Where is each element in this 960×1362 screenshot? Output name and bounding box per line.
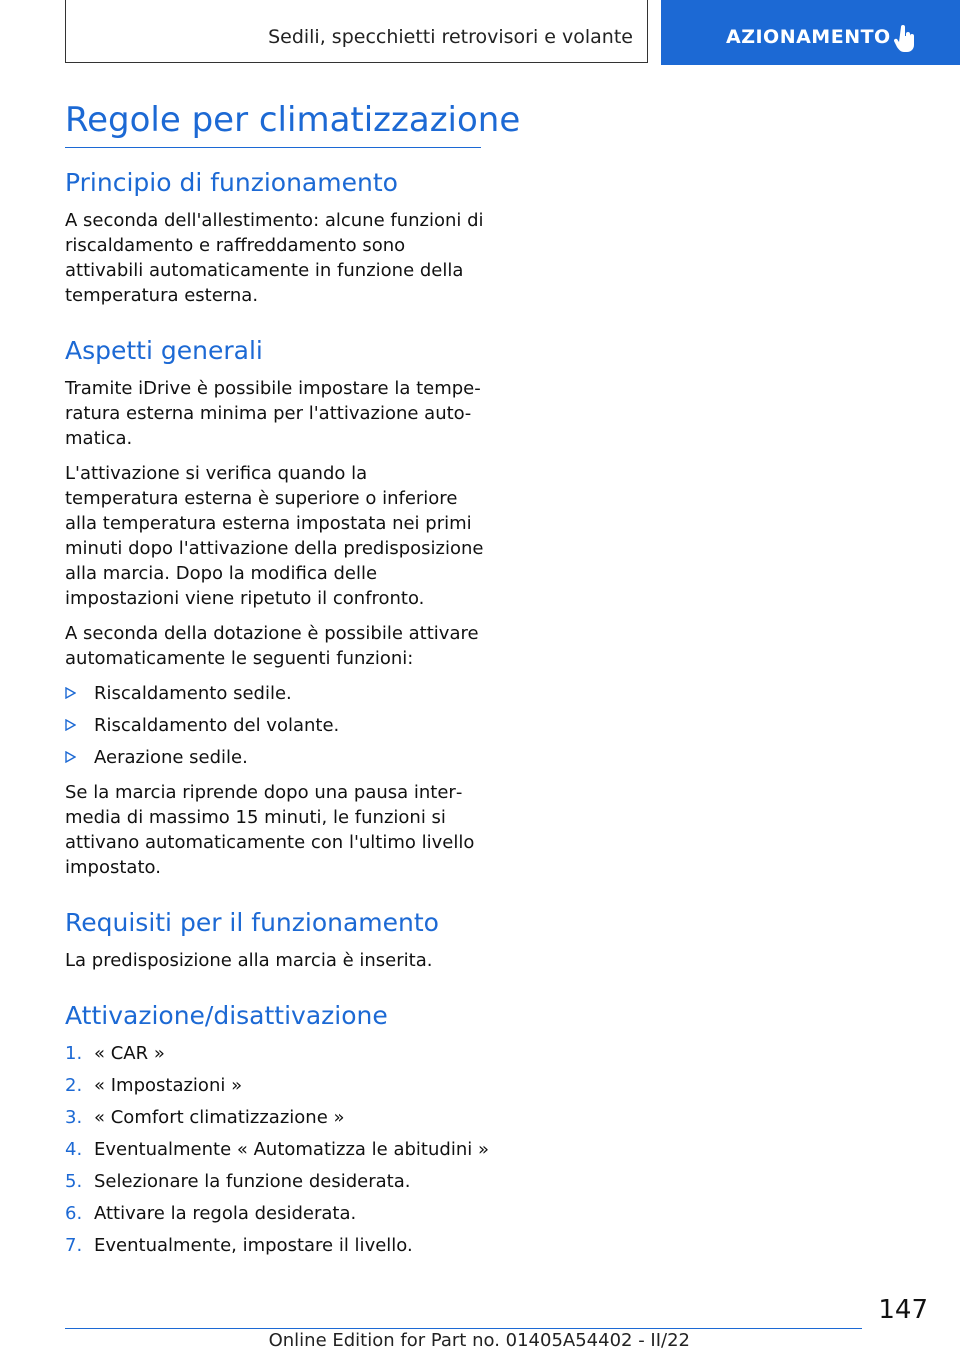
step-text: Eventualmente, impostare il livello.: [94, 1235, 413, 1256]
bullet-list: [65, 681, 485, 770]
step-text: Eventualmente « Automatizza le abitudini »: [94, 1139, 489, 1160]
triangle-bullet-icon: [65, 687, 76, 699]
list-item: [65, 745, 485, 770]
step-item: [65, 1073, 485, 1098]
step-number: 2.: [65, 1075, 83, 1096]
step-number: 4.: [65, 1139, 83, 1160]
step-item: [65, 1105, 485, 1130]
step-number: 7.: [65, 1235, 83, 1256]
step-item: [65, 1137, 489, 1162]
paragraph: A seconda della dotazione è possibile attivare automaticamente le seguenti funzioni:: [65, 623, 479, 669]
list-item-text: Riscaldamento del volante.: [94, 715, 340, 736]
step-item: [65, 1233, 485, 1258]
step-text: « CAR »: [94, 1043, 165, 1064]
paragraph: Se la marcia riprende dopo una pausa intermedia di massimo 15 minuti, le funzioni si attivano automaticamente con l'ultimo livello impostato.: [65, 782, 475, 878]
section-heading: Requisiti per il funzionamento: [65, 908, 439, 937]
step-number: 3.: [65, 1107, 83, 1128]
step-text: « Comfort climatizzazione »: [94, 1107, 345, 1128]
paragraph: L'attivazione si verifica quando la temperatura esterna è superiore o inferiore alla temperatura esterna impostata nei primi minuti dopo l'attivazione della predisposizione alla marcia. Dopo la modifica delle impostazioni viene ripetuto il confronto.: [65, 463, 484, 609]
section-heading: Aspetti generali: [65, 336, 263, 365]
section-heading: Attivazione/disattivazione: [65, 1001, 388, 1030]
numbered-steps: [65, 1041, 489, 1258]
list-item: [65, 681, 485, 706]
footer-edition: Online Edition for Part no. 01405A54402 - II/22: [268, 1330, 690, 1351]
list-item: [65, 713, 485, 738]
triangle-bullet-icon: [65, 719, 76, 731]
paragraph: Tramite iDrive è possibile impostare la temperatura esterna minima per l'attivazione automatica.: [65, 378, 481, 449]
step-number: 5.: [65, 1171, 83, 1192]
step-text: Attivare la regola desiderata.: [94, 1203, 357, 1224]
page-number: 147: [878, 1295, 928, 1325]
header-section-box: [65, 0, 648, 63]
section-requisiti: [65, 906, 485, 973]
main-content: [65, 166, 489, 1284]
title-divider: [65, 147, 481, 148]
list-item-text: Riscaldamento sedile.: [94, 683, 292, 704]
step-text: « Impostazioni »: [94, 1075, 243, 1096]
section-attivazione: [65, 999, 489, 1258]
page-title: Regole per climatizzazione: [65, 100, 521, 140]
step-number: 6.: [65, 1203, 83, 1224]
step-item: [65, 1201, 485, 1226]
step-text: Selezionare la funzione desiderata.: [94, 1171, 411, 1192]
paragraph: A seconda dell'allestimento: alcune funzioni di riscaldamento e raffreddamento sono attivabili automaticamente in funzione della temperatura esterna.: [65, 210, 484, 306]
list-item-text: Aerazione sedile.: [94, 747, 248, 768]
footer-divider: [65, 1328, 862, 1329]
header-chapter-tab: [661, 0, 960, 65]
step-number: 1.: [65, 1043, 83, 1064]
triangle-bullet-icon: [65, 751, 76, 763]
header-chapter-title: AZIONAMENTO: [726, 26, 891, 48]
header-section-title: Sedili, specchietti retrovisori e volante: [268, 26, 633, 48]
step-item: [65, 1041, 485, 1066]
pointing-hand-icon: [894, 25, 916, 53]
step-item: [65, 1169, 485, 1194]
paragraph: La predisposizione alla marcia è inserita.: [65, 950, 433, 971]
section-aspetti: [65, 334, 485, 880]
section-heading: Principio di funzionamento: [65, 168, 398, 197]
section-principio: [65, 166, 485, 308]
